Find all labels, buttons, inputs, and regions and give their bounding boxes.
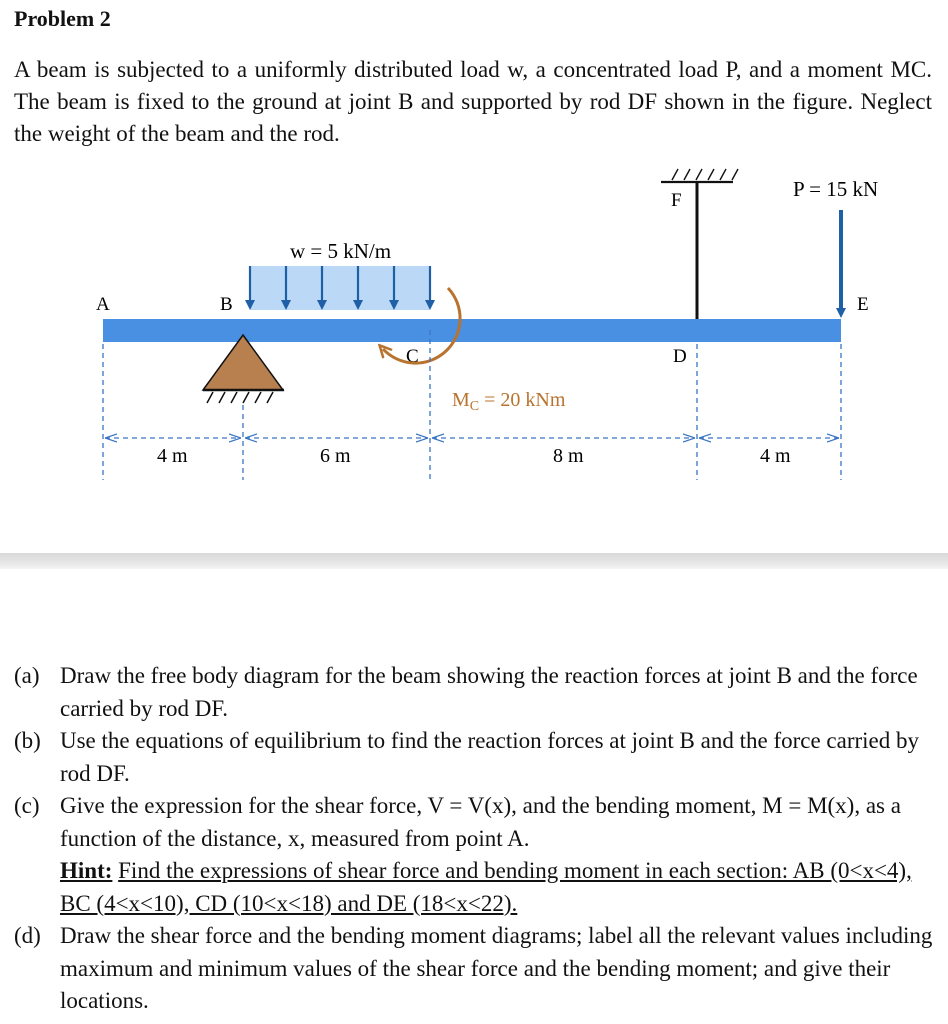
question-label: (b)	[14, 728, 41, 753]
moment-label: $M_C = 20$ kNm	[452, 389, 566, 414]
point-b-label: B	[220, 294, 233, 315]
dimension-bc-label: 6 m	[320, 445, 351, 467]
question-label: (a)	[14, 663, 40, 688]
question-label: (c)	[14, 793, 40, 818]
question-list	[14, 660, 934, 1018]
ground-hatch	[207, 392, 273, 403]
point-e-label: E	[857, 294, 869, 315]
distributed-load-label: w = 5 kN/m	[290, 239, 392, 263]
problem-statement: A beam is subjected to a uniformly distributed load w, a concentrated load P, and a moment MC. The beam is fixed to the ground at joint B and supported by rod DF shown in the figure. Neglect the weight of the beam and the rod.	[14, 57, 932, 146]
dimension-de-label: 4 m	[760, 445, 791, 467]
problem-heading: Problem 2	[14, 6, 111, 31]
question-d	[14, 920, 934, 1018]
question-c-text: Give the expression for the shear force, V = V(x), and the bending moment, M = M(x), as a function of the distance, x, measured from point A.	[60, 793, 901, 851]
question-text	[60, 790, 934, 920]
point-load-label: P = 15 kN	[793, 177, 879, 201]
question-text: Use the equations of equilibrium to find the reaction forces at joint B and the force carried by rod DF.	[60, 728, 920, 786]
question-c	[14, 790, 934, 920]
distributed-load-area	[250, 266, 430, 310]
question-label: (d)	[14, 923, 41, 948]
beam	[103, 319, 841, 342]
section-divider	[0, 553, 948, 569]
question-text: Draw the free body diagram for the beam showing the reaction forces at joint B and the force carried by rod DF.	[60, 663, 918, 721]
point-f-label: F	[671, 190, 682, 211]
beam-figure	[0, 160, 948, 490]
hint-text: Find the expressions of shear force and bending moment in each section: AB (0<x<4), BC (4<x<10), CD (10<x<18) and DE (18<x<22).	[60, 858, 912, 916]
hint-label: Hint:	[60, 858, 113, 883]
dimension-ab-label: 4 m	[157, 445, 188, 467]
question-a	[14, 660, 934, 725]
ceiling-hatch	[672, 169, 738, 180]
pin-support	[203, 335, 283, 390]
point-d-label: D	[673, 346, 687, 367]
dimension-cd-label: 8 m	[553, 445, 584, 467]
point-c-label: C	[406, 346, 419, 367]
question-b	[14, 725, 934, 790]
question-text: Draw the shear force and the bending moment diagrams; label all the relevant values including maximum and minimum values of the shear force and the bending moment; and give their locations.	[60, 923, 933, 1013]
point-a-label: A	[96, 294, 110, 315]
